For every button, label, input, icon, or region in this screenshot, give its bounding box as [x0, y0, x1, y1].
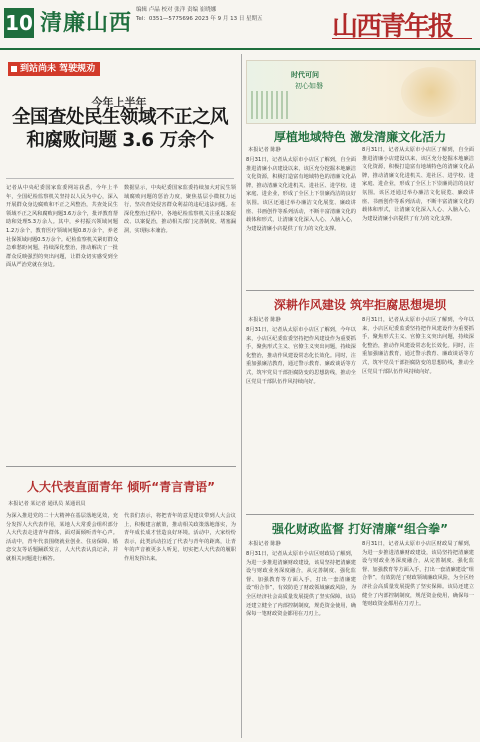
banner-caption-1: 时代可问	[291, 71, 319, 79]
column-tag: 到站尚未 驾驶规劝	[8, 62, 100, 76]
article-body-col2	[124, 184, 236, 460]
edition-staff: 编辑 卢晶 校对 张洋 责编 崔晓娜	[136, 7, 217, 13]
right-section2-headline: 深耕作风建设 筑牢拒腐思想堤坝	[273, 298, 447, 312]
section2-paragraph-2: 代表们表示，将把青年的意见建议带到人大会议上，积极建言献策，推动相关政策落地落实，为青年成长成才营造良好环境。活动中，大家纷纷表示，此类活动拉近了代表与青年的距离，让青年的声音被更多人听见，切实把人大代表的履职作用发挥出来。	[124, 513, 236, 562]
right-section1-headline: 厚植地域特色 激发清廉文化活力	[273, 130, 447, 144]
section-title: 清廉山西	[40, 10, 133, 36]
right-section1-byline: 本报记者 陈静	[248, 147, 281, 153]
right-section1-body-col2	[362, 146, 474, 282]
edition-date: Tel：0351—5775696 2023 年 9 月 13 日 星期五	[136, 16, 263, 22]
article-paragraph-2: 数据显示，中央纪委国家监委持续加大对民生领域腐败问题的惩治力度，聚焦基层小微权力运行，坚决查处侵害群众利益的违纪违法问题。在深化整治过程中，各地纪检监察机关注重以案促改、以案促治，推动相关部门完善制度、堵塞漏洞，实现标本兼治。	[124, 185, 236, 234]
article-headline: 全国查处民生领域不正之风和腐败问题 3.6 万余个	[11, 107, 228, 151]
right-section2-body-col2	[362, 316, 474, 506]
section2-body-col1	[6, 512, 118, 736]
right-divider-2	[246, 514, 474, 515]
right-section3-headline: 强化财政监督 打好清廉“组合拳”	[272, 522, 448, 536]
tag-square-icon	[11, 66, 17, 72]
right-section2-byline: 本报记者 陈静	[248, 317, 281, 323]
bamboo-decoration	[251, 91, 291, 119]
column-divider	[241, 54, 242, 738]
right-section1-paragraph: 8月31日，记者从太原市小店区了解到，自全面推进清廉小店建设以来，该区充分挖掘本地廉洁文化资源，积极打造富有地域特色的清廉文化品牌，推动清廉文化进机关、进社区、进学校、进家庭、进企业，形成了全区上下崇廉尚洁的良好氛围。该区还通过举办廉洁文化展览、廉政讲座、书画创作等系列活动，不断丰富清廉文化的载体和形式，让清廉文化深入人心、入脑入心，为建设清廉小店提供了有力的文化支撑。	[246, 157, 356, 232]
edition-meta	[136, 6, 286, 24]
section2-body-col2	[124, 512, 236, 736]
right-section3-paragraph: 8月31日，记者从太原市小店区财政局了解到，为进一步推进清廉财政建设，该局坚持把清廉建设与财政业务深度融合，从完善制度、强化监督、加强教育等方面入手，打出一套清廉建设“组合拳”，有效防范了财政领域廉政风险，为全区经济社会高质量发展提供了坚实保障。该局还建立健全了内部控制制度，规范资金使用，确保每一笔财政资金都用在刀刃上。	[246, 551, 356, 618]
right-section2-paragraph: 8月31日，记者从太原市小店区了解到，今年以来，小店区纪委监委坚持把作风建设作为重要抓手，聚焦形式主义、官僚主义突出问题，持续深化整治，推动作风建设常态化长效化。同时，注重加强廉洁教育，通过警示教育、廉政谈话等方式，筑牢党员干部拒腐防变的思想防线，推动全区党员干部队伍作风持续向好。	[246, 327, 356, 385]
right-section2-body-col1	[246, 326, 356, 506]
logo-underline	[332, 38, 472, 44]
right-section3-byline: 本报记者 陈静	[248, 541, 281, 547]
right-section3-paragraph-cont: 8月31日，记者从太原市小店区财政局了解到，为进一步推进清廉财政建设，该局坚持把清廉建设与财政业务深度融合，从完善制度、强化监督、加强教育等方面入手，打出一套清廉建设“组合拳”，有效防范了财政领域廉政风险，为全区经济社会高质量发展提供了坚实保障。该局还建立健全了内部控制制度，规范资金使用，确保每一笔财政资金都用在刀刃上。	[362, 541, 474, 608]
page-number: 10	[4, 8, 34, 38]
section2-headline: 人大代表直面青年 倾听“青言青语”	[27, 480, 215, 494]
section2-byline: 本报记者 某记者 通讯员 某通讯员	[8, 501, 86, 507]
section-divider	[6, 466, 236, 467]
banner-image	[246, 60, 476, 124]
article-paragraph-1: 记者从中央纪委国家监委网站获悉，今年上半年，全国纪检监察机关坚持以人民为中心，深入开展群众身边腐败和不正之风整治，共查处民生领域不正之风和腐败问题3.6万余个，批评教育帮助和处理5.3万余人。其中，乡村振兴领域问题1.2万余个，教育医疗领域问题0.8万余个，养老社保领域问题0.5万余个。纪检监察机关紧盯群众急难愁盼问题，持续深化整治，推动解决了一批群众反映强烈的突出问题，让群众切实感受到全面从严治党就在身边。	[6, 185, 118, 269]
banner-caption-2: 初心如磐	[295, 82, 323, 90]
sun-decoration	[401, 67, 461, 117]
headline-divider	[6, 178, 234, 179]
newspaper-logo: 山西青年报	[331, 12, 452, 42]
right-divider-1	[246, 290, 474, 291]
article-body-col1	[6, 184, 118, 460]
section2-paragraph-1: 为深入推进党的二十大精神在基层落地见效，充分发挥人大代表作用，某地人大常委会组织部分人大代表走进青年群体，面对面倾听青年心声。活动中，青年代表围绕就业创业、住房保障、婚恋交友等话题踊跃发言，人大代表认真记录，并就相关问题进行解答。	[6, 513, 118, 562]
right-section1-paragraph-cont: 8月31日，记者从太原市小店区了解到，自全面推进清廉小店建设以来，该区充分挖掘本地廉洁文化资源，积极打造富有地域特色的清廉文化品牌，推动清廉文化进机关、进社区、进学校、进家庭、进企业，形成了全区上下崇廉尚洁的良好氛围。该区还通过举办廉洁文化展览、廉政讲座、书画创作等系列活动，不断丰富清廉文化的载体和形式，让清廉文化深入人心、入脑入心，为建设清廉小店提供了有力的文化支撑。	[362, 147, 474, 222]
article-subhead: 今年上半年	[91, 96, 147, 109]
page-header	[0, 0, 480, 50]
right-section1-body-col1	[246, 156, 356, 282]
right-section2-paragraph-cont: 8月31日，记者从太原市小店区了解到，今年以来，小店区纪委监委坚持把作风建设作为重要抓手，聚焦形式主义、官僚主义突出问题，持续深化整治，推动作风建设常态化长效化。同时，注重加强廉洁教育，通过警示教育、廉政谈话等方式，筑牢党员干部拒腐防变的思想防线，推动全区党员干部队伍作风持续向好。	[362, 317, 474, 375]
right-section3-body-col2	[362, 540, 474, 736]
right-section3-body-col1	[246, 550, 356, 736]
